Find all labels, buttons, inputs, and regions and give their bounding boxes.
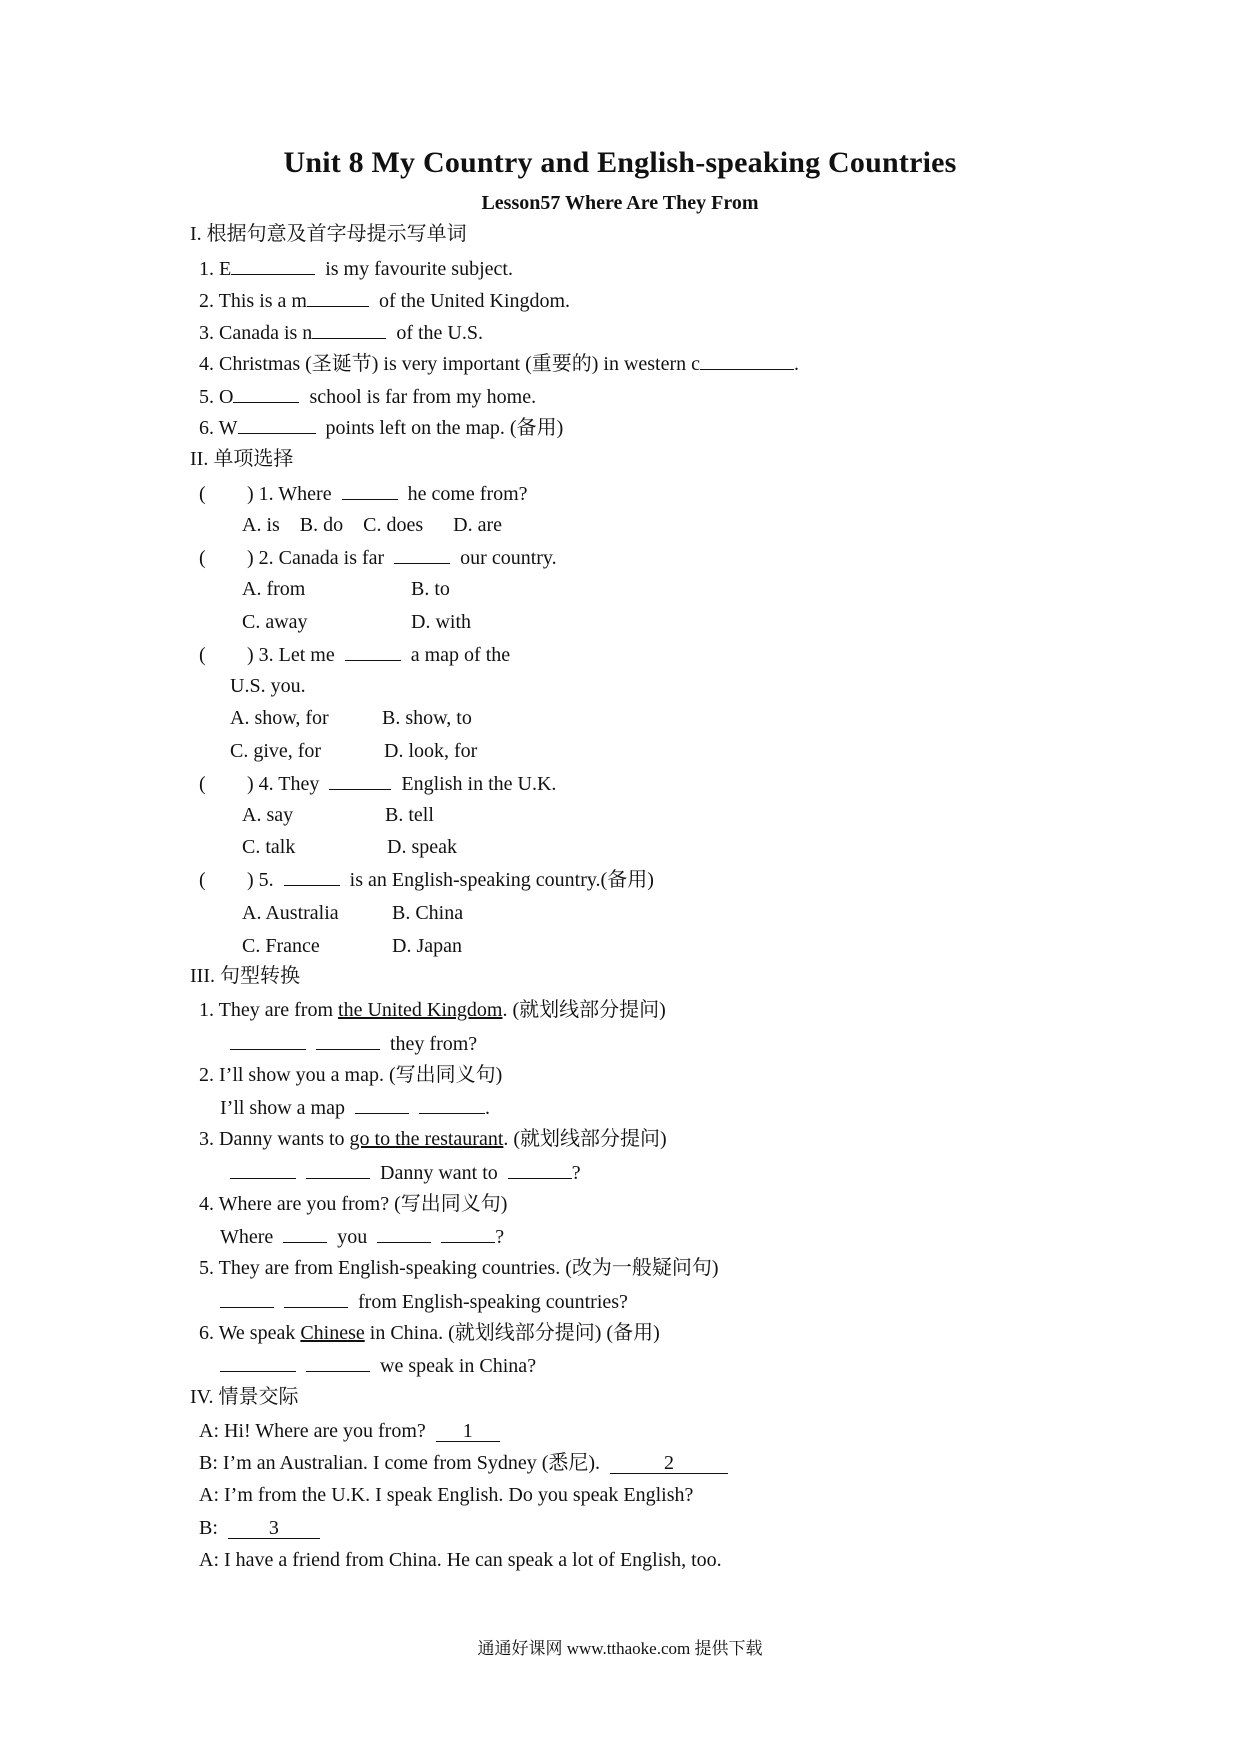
answer-blank[interactable] <box>342 481 398 500</box>
answer-blank[interactable] <box>283 1224 327 1243</box>
transform-5-answer: from English-speaking countries? <box>220 1289 628 1314</box>
transform-6: 6. We speak Chinese in China. (就划线部分提问) (备用) <box>199 1322 660 1344</box>
section3-heading: III. 句型转换 <box>190 965 300 987</box>
mc-option-2d[interactable]: D. with <box>411 611 471 633</box>
answer-blank[interactable] <box>312 320 386 339</box>
mc-option-3a[interactable]: A. show, for <box>230 707 329 729</box>
transform-3-answer: Danny want to ? <box>230 1160 581 1185</box>
answer-blank[interactable] <box>284 867 340 886</box>
section1-heading: I. 根据句意及首字母提示写单词 <box>190 223 467 245</box>
section4-heading: IV. 情景交际 <box>190 1386 299 1408</box>
answer-blank[interactable] <box>220 1353 296 1372</box>
s1-question-6: 6. W points left on the map. (备用) <box>199 417 564 439</box>
transform-6-answer: we speak in China? <box>220 1353 536 1378</box>
dialogue-line-4: B: 3 <box>199 1516 320 1540</box>
answer-blank-2[interactable]: 2 <box>610 1453 728 1474</box>
answer-blank[interactable] <box>508 1160 572 1179</box>
transform-1-answer: they from? <box>230 1031 477 1056</box>
mc-option-2a[interactable]: A. from <box>242 578 306 600</box>
answer-blank[interactable] <box>355 1095 409 1114</box>
transform-2: 2. I’ll show you a map. (写出同义句) <box>199 1064 503 1086</box>
answer-blank[interactable] <box>284 1289 348 1308</box>
mc-question-4: ( ) 4. They English in the U.K. <box>199 773 557 795</box>
transform-5: 5. They are from English-speaking countries. (改为一般疑问句) <box>199 1257 719 1279</box>
s1-question-1: 1. E is my favourite subject. <box>199 258 513 280</box>
mc-option-5a[interactable]: A. Australia <box>242 902 339 924</box>
mc-option-5c[interactable]: C. France <box>242 935 320 957</box>
option[interactable]: A. is <box>242 514 280 536</box>
mc-option-3c[interactable]: C. give, for <box>230 740 322 762</box>
s1-question-3: 3. Canada is n of the U.S. <box>199 322 483 344</box>
answer-blank[interactable] <box>329 771 391 790</box>
section2-heading: II. 单项选择 <box>190 448 294 470</box>
mc-option-2b[interactable]: B. to <box>411 578 450 600</box>
mc-option-4c[interactable]: C. talk <box>242 836 296 858</box>
answer-blank[interactable] <box>394 545 450 564</box>
transform-4: 4. Where are you from? (写出同义句) <box>199 1193 508 1215</box>
answer-blank[interactable] <box>377 1224 431 1243</box>
answer-blank[interactable] <box>306 1160 370 1179</box>
option[interactable]: D. are <box>453 514 502 536</box>
mc-options-1 <box>242 513 502 537</box>
answer-blank[interactable] <box>306 1353 370 1372</box>
answer-blank[interactable] <box>419 1095 485 1114</box>
answer-blank[interactable] <box>231 256 315 275</box>
footer-credit: 通通好课网 www.tthaoke.com 提供下载 <box>477 1639 763 1658</box>
answer-blank[interactable] <box>316 1031 380 1050</box>
answer-blank[interactable] <box>230 1031 306 1050</box>
answer-blank[interactable] <box>233 384 299 403</box>
mc-option-4b[interactable]: B. tell <box>385 804 434 826</box>
answer-blank[interactable] <box>230 1160 296 1179</box>
mc-option-3d[interactable]: D. look, for <box>384 740 478 762</box>
answer-blank[interactable] <box>307 288 369 307</box>
mc-option-4a[interactable]: A. say <box>242 804 294 826</box>
dialogue-line-3: A: I’m from the U.K. I speak English. Do you speak English? <box>199 1484 694 1506</box>
s1-question-2: 2. This is a m of the United Kingdom. <box>199 290 571 312</box>
dialogue-line-5: A: I have a friend from China. He can speak a lot of English, too. <box>199 1549 722 1571</box>
mc-question-3-cont: U.S. you. <box>230 675 306 697</box>
mc-option-5b[interactable]: B. China <box>392 902 464 924</box>
s1-question-4: 4. Christmas (圣诞节) is very important (重要的) in western c . <box>199 353 800 375</box>
answer-blank[interactable] <box>238 415 316 434</box>
mc-question-1: ( ) 1. Where he come from? <box>199 483 528 505</box>
answer-blank[interactable] <box>441 1224 495 1243</box>
option[interactable]: C. does <box>363 514 424 536</box>
answer-blank[interactable] <box>700 351 794 370</box>
answer-blank-3[interactable]: 3 <box>228 1518 320 1539</box>
answer-blank[interactable] <box>220 1289 274 1308</box>
s1-question-5: 5. O school is far from my home. <box>199 386 537 408</box>
mc-question-2: ( ) 2. Canada is far our country. <box>199 547 557 569</box>
mc-question-5: ( ) 5. is an English-speaking country.(备用) <box>199 869 654 891</box>
dialogue-line-1: A: Hi! Where are you from? 1 <box>199 1419 500 1443</box>
mc-option-3b[interactable]: B. show, to <box>382 707 472 729</box>
dialogue-line-2: B: I’m an Australian. I come from Sydney (悉尼). 2 <box>199 1451 728 1475</box>
page-title: Unit 8 My Country and English-speaking Countries <box>283 146 957 179</box>
mc-option-5d[interactable]: D. Japan <box>392 935 462 957</box>
transform-1: 1. They are from the United Kingdom. (就划线部分提问) <box>199 999 666 1021</box>
mc-option-2c[interactable]: C. away <box>242 611 308 633</box>
mc-question-3: ( ) 3. Let me a map of the <box>199 644 511 666</box>
answer-blank-1[interactable]: 1 <box>436 1421 500 1442</box>
transform-3: 3. Danny wants to go to the restaurant. (就划线部分提问) <box>199 1128 667 1150</box>
transform-4-answer: Where you ? <box>220 1226 505 1248</box>
answer-blank[interactable] <box>345 642 401 661</box>
lesson-subtitle: Lesson57 Where Are They From <box>481 192 759 214</box>
mc-option-4d[interactable]: D. speak <box>387 836 457 858</box>
transform-2-answer: I’ll show a map . <box>220 1097 490 1119</box>
option[interactable]: B. do <box>299 514 344 536</box>
